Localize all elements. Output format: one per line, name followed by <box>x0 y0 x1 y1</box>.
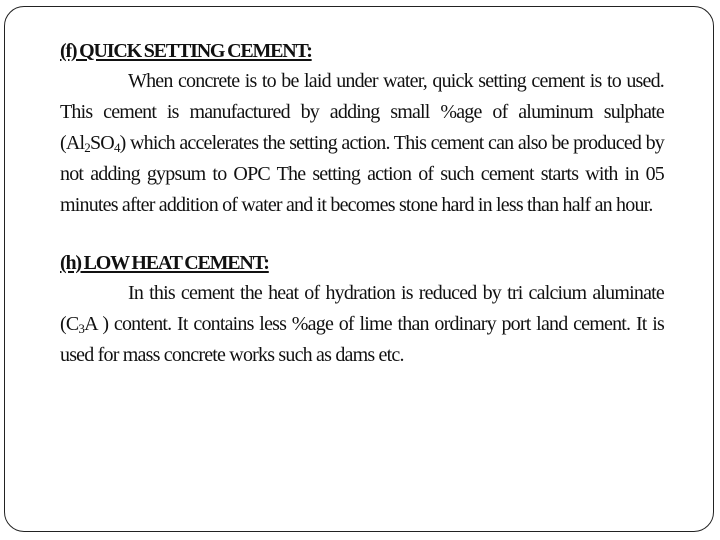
quick-setting-cement-paragraph <box>60 66 664 221</box>
text-run: In this cement the heat of hydration is reduced by tri calcium aluminate (C <box>60 282 664 335</box>
subscript: 3 <box>78 321 85 336</box>
low-heat-cement-paragraph <box>60 278 664 371</box>
text-run: ) which accelerates the setting action. This cement can also be produced by not adding gypsum to OPC The setting action of such cement starts with in 05 minutes after addition of water and it becomes stone hard in less than half an hour. <box>60 132 664 216</box>
subscript: 4 <box>113 140 120 155</box>
text-run: When concrete is to be laid under water, quick setting cement is to used. This cement is manufactured by adding small %age of aluminum sulphate (Al <box>60 70 664 154</box>
text-run: A ) content. It contains less %age of lime than ordinary port land cement. It is used for mass concrete works such as dams etc. <box>60 313 664 366</box>
quick-setting-cement-heading: (f) QUICK SETTING CEMENT: <box>60 40 312 62</box>
text-run: SO <box>89 132 114 154</box>
section-gap <box>60 221 664 248</box>
subscript: 2 <box>84 140 90 155</box>
low-heat-cement-heading: (h) LOW HEAT CEMENT: <box>60 252 269 274</box>
slide-content <box>60 36 664 371</box>
